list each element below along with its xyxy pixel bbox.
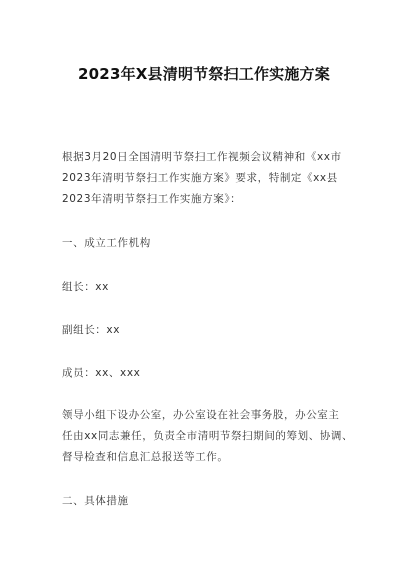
- intro-line: 2023年清明节祭扫工作实施方案》：: [62, 193, 242, 205]
- section-heading-organization: 一、成立工作机构: [62, 237, 151, 249]
- office-paragraph: [62, 405, 352, 468]
- office-line: 督导检查和信息汇总报送等工作。: [62, 451, 229, 463]
- leader-line: 组长：xx: [62, 281, 109, 293]
- document-title: 2023年X县清明节祭扫工作实施方案: [78, 65, 330, 83]
- section-heading-measures: 二、具体措施: [62, 495, 129, 507]
- intro-paragraph: [62, 147, 352, 210]
- intro-line: 根据3月20日全国清明节祭扫工作视频会议精神和《xx市: [62, 151, 342, 163]
- office-line: 任由xx同志兼任，负责全市清明节祭扫期间的筹划、协调、: [62, 430, 354, 442]
- intro-line: 2023年清明节祭扫工作实施方案》要求，特制定《xx县: [62, 172, 338, 184]
- office-line: 领导小组下设办公室，办公室设在社会事务股，办公室主: [62, 409, 340, 421]
- deputy-leader-line: 副组长：xx: [62, 324, 121, 336]
- members-line: 成员：xx、xxx: [62, 367, 141, 379]
